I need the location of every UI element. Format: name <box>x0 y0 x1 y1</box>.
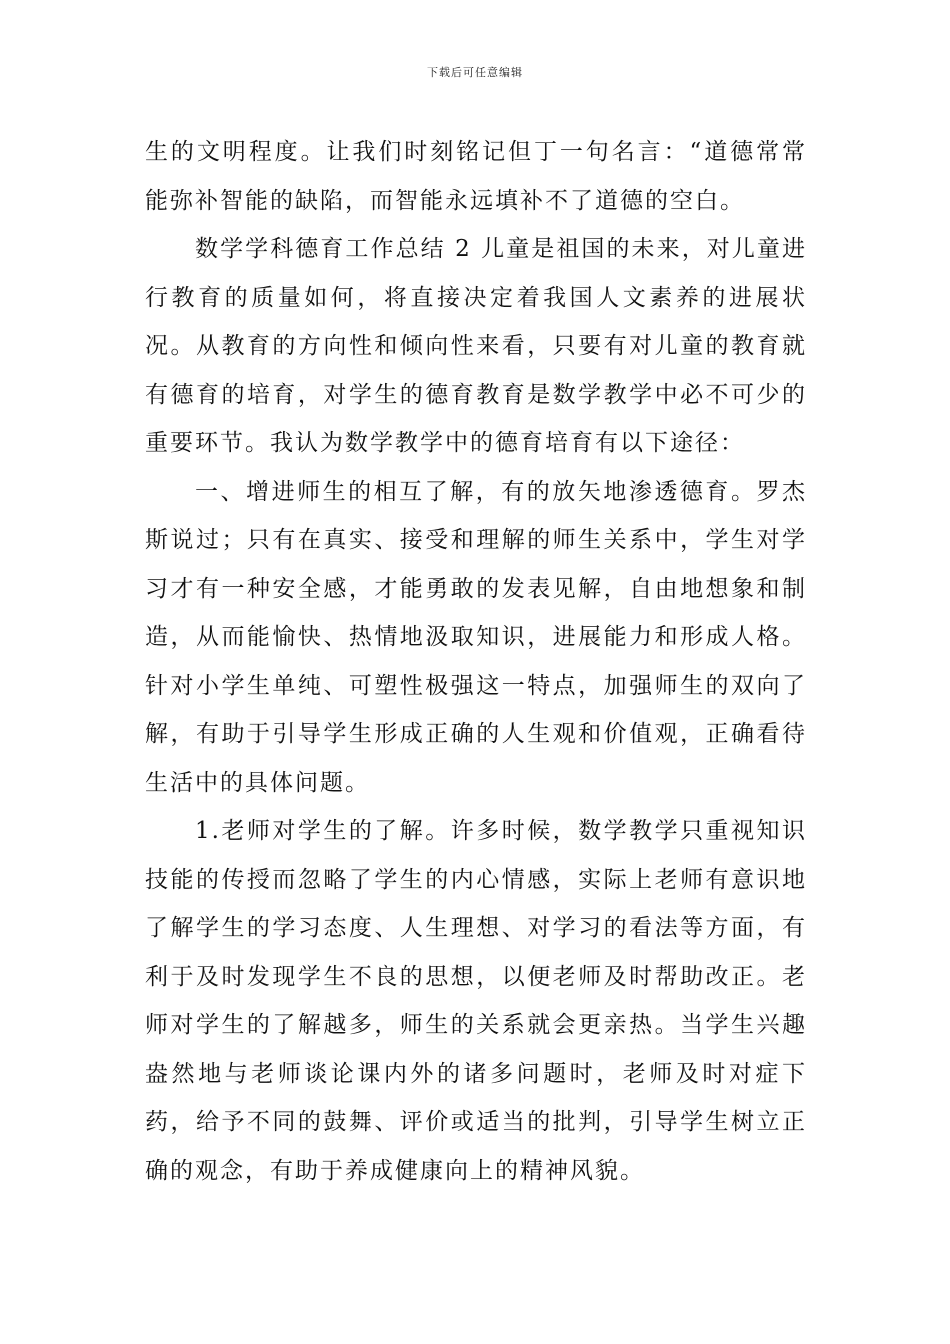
page-header: 下载后可任意编辑 <box>427 66 523 79</box>
paragraph-section-one: 一、增进师生的相互了解，有的放矢地渗透德育。罗杰斯说过；只有在真实、接受和理解的师生关系中，学生对学习才有一种安全感，才能勇敢的发表见解，自由地想象和制造，从而能愉快、热情地汲取知识，进展能力和形成人格。针对小学生单纯、可塑性极强这一特点，加强师生的双向了解，有助于引导学生形成正确的人生观和价值观，正确看待生活中的具体问题。 <box>145 478 807 796</box>
document-body <box>145 128 807 1195</box>
paragraph-continuation: 生的文明程度。让我们时刻铭记但丁一句名言：“道德常常能弥补智能的缺陷，而智能永远填补不了道德的空白。 <box>145 139 807 214</box>
paragraph-summary-intro: 数学学科德育工作总结 2 儿童是祖国的未来，对儿童进行教育的质量如何，将直接决定着我国人文素养的进展状况。从教育的方向性和倾向性来看，只要有对儿童的教育就有德育的培育，对学生的德育教育是数学教学中必不可少的重要环节。我认为数学教学中的德育培育有以下途径： <box>145 236 807 456</box>
paragraph-item-one: 1.老师对学生的了解。许多时候，数学教学只重视知识技能的传授而忽略了学生的内心情感，实际上老师有意识地了解学生的学习态度、人生理想、对学习的看法等方面，有利于及时发现学生不良的思想，以便老师及时帮助改正。老师对学生的了解越多，师生的关系就会更亲热。当学生兴趣盎然地与老师谈论课内外的诸多问题时，老师及时对症下药，给予不同的鼓舞、评价或适当的批判，引导学生树立正确的观念，有助于养成健康向上的精神风貌。 <box>145 818 807 1184</box>
